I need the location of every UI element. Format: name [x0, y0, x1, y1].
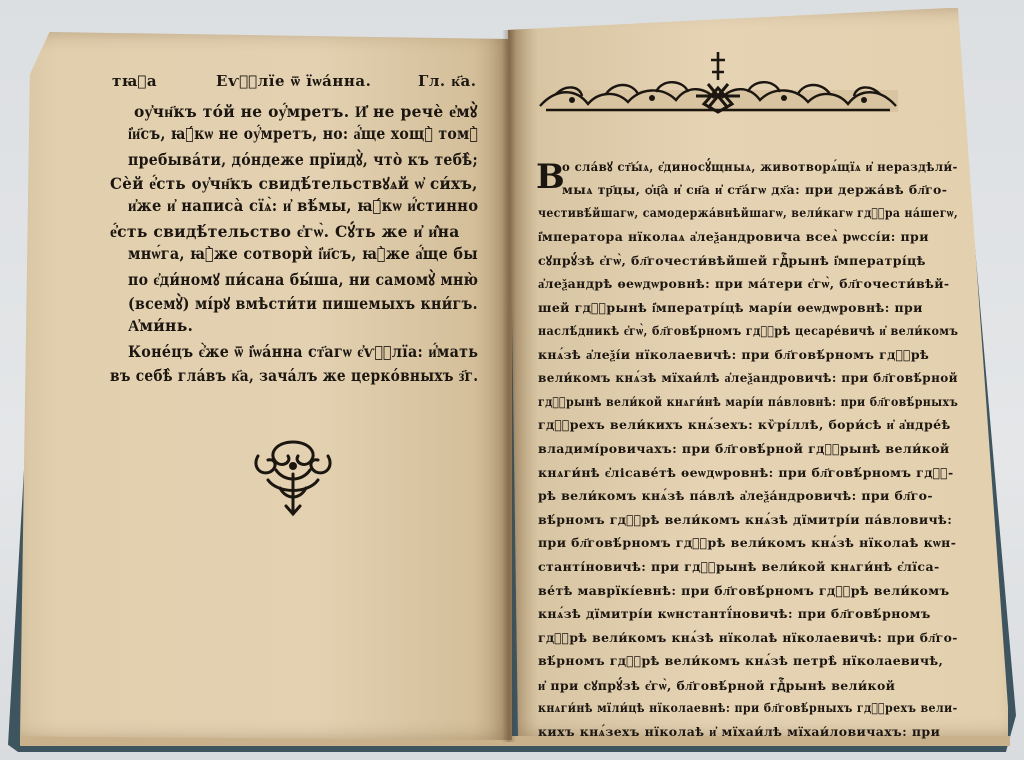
text-line: кнѧ́зѣ а҆леѯі́и нїколаевичѣ: при бл҃говѣ́рномъ гдⷭ҇рѣ [538, 346, 930, 362]
text-line: станті́новичѣ: при гдⷭ҇рынѣ вели́кой кнѧги́нѣ є҆лїса- [538, 558, 940, 574]
text-line: рѣ вели́комъ кнѧ́зѣ па́влѣ а҆леѯа́ндровичѣ: при бл҃го- [538, 488, 934, 504]
text-line: е҆́сть свидѣ́тельство є҆гѡ̀. Сꙋ́ть же и҆ и҆̑на [110, 222, 460, 241]
text-line: сꙋпрꙋ́зѣ є҆гѡ̀, бл҃гочести́вѣйшей гдⷭ҇рынѣ і҆мператрі́цѣ [538, 253, 926, 269]
text-line: вели́комъ кнѧ́зѣ мїхаи́лѣ а҆леѯандровичѣ: при бл҃говѣ́рной [538, 370, 958, 386]
tailpiece-ornament [246, 436, 340, 520]
text-line: кнѧ́зѣ дїмитрі́и кѡнстантї́новичѣ: при бл҃говѣ́рномъ [538, 606, 931, 622]
text-line: кнѧги́нѣ мїли́цѣ нїколаевнѣ: при бл҃говѣ́рныхъ гдⷭ҇рехъ вели- [538, 700, 958, 716]
text-line: А҆ми́нь. [128, 316, 194, 335]
text-line: честивѣ́йшагѡ, самодержа́внѣйшагѡ, вели́кагѡ гдⷭ҇ра на́шегѡ, [538, 205, 959, 221]
text-line: наслѣ́дникѣ є҆гѡ̀, бл҃говѣ́рномъ гдⷭ҇рѣ цесаре́вичѣ и҆ вели́комъ [538, 323, 959, 339]
text-line: а҆леѯандрѣ ѳеѡдѡровнѣ: при ма́тери є҆гѡ̀, бл҃гочести́вѣй- [538, 275, 950, 291]
text-line: шей гдⷭ҇рынѣ і҆мператрі́цѣ марі́и ѳеѡдѡровнѣ: при [538, 299, 923, 315]
text-line: по є҆ди́номꙋ пи́сана бы́ша, ни самомꙋ̀ мню̀ [128, 270, 479, 289]
text-line: и҆ при сꙋпрꙋ́зѣ є҆гѡ̀, бл҃говѣ́рной гдⷭ҇рынѣ вели́кой [538, 677, 896, 693]
text-line: гдⷭ҇рынѣ вели́кой кнѧги́нѣ марі́и па́вловнѣ: при бл҃говѣ́рныхъ [538, 393, 959, 409]
text-line: о сла́вꙋ ст҃ы́ѧ, є҆диносꙋ́щныѧ, животворѧ́щїѧ и҆ нераздѣли́- [562, 159, 958, 174]
text-line: і҆и҃съ, ꙗ҆́кѡ не оу҆́мретъ, но: а҆́ще хощꙋ̀ томꙋ̀ [128, 124, 479, 143]
text-line: гдⷭ҇рехъ вели́кихъ кнѧ́зехъ: кѷрі́ллѣ, бори́сѣ и҆ а҆ндре́ѣ [538, 417, 951, 433]
text-line: мыѧ тр҃цы, ѻ҆ц҃а̀ и҆ сн҃а и҆ ст҃а́гѡ дх҃а: при держа́вѣ бл҃го- [562, 181, 948, 197]
running-head-left: тꙗ҃а [112, 72, 158, 90]
text-line: кнѧги́нѣ є҆лісаве́тѣ ѳеѡдѡровнѣ: при бл҃говѣ́рномъ гдⷭ҇- [538, 464, 954, 480]
text-line: і҆мператора нїколаѧ а҆леѯандровича всеѧ̀ рѡссі́и: при [538, 228, 929, 244]
text-line: пребыва́ти, до́ндеже прїидꙋ̀, что̀ къ тебѣ̀; [128, 150, 478, 169]
text-line: вѣ́рномъ гдⷭ҇рѣ вели́комъ кнѧ́зѣ дїмитрі́и па́вловичѣ: [538, 511, 953, 527]
text-line: вѣ́рномъ гдⷭ҇рѣ вели́комъ кнѧ́зѣ петрѣ̀ нїколаевичѣ, [538, 653, 944, 669]
text-line: гдⷭ҇рѣ вели́комъ кнѧ́зѣ нїколаѣ нїколаевичѣ: при бл҃го- [538, 629, 958, 645]
text-line: владимі́ровичахъ: при бл҃говѣ́рной гдⷭ҇рынѣ вели́кой [538, 441, 950, 456]
colophon-line: въ себѣ̀ гла́въ к҃а, зача́лъ же церко́вныхъ з҃г. [110, 366, 479, 385]
running-head-title: Еѵⷢ҇лїе ѿ їѡа́нна. [216, 72, 372, 90]
text-line: мнѡ́га, ꙗ҆̀же сотворѝ і҆и҃съ, ꙗ҆̀же а҆́ще бы [128, 244, 478, 263]
running-head-chapter: Гл. к҃а. [418, 72, 477, 90]
book-gutter [502, 30, 516, 742]
text-line: и҆же и҆ написа̀ сїѧ̀: и҆ вѣ́мы, ꙗ҆́кѡ и҆́стинно [128, 196, 479, 215]
text-line: при бл҃говѣ́рномъ гдⷭ҇рѣ вели́комъ кнѧ́зѣ нїколаѣ кѡн- [538, 535, 957, 551]
text-line: (всемꙋ̀) мі́рꙋ вмѣсти́ти пишемыхъ кни́гъ. [128, 294, 478, 313]
text-line: ве́тѣ маврїкі́евнѣ: при бл҃говѣ́рномъ гдⷭ҇рѣ вели́комъ [538, 582, 950, 598]
text-line: оу҆чн҃къ то́й не оу҆́мретъ. И҆ не речѐ е҆мꙋ̀ [134, 102, 478, 121]
colophon-line: Коне́цъ є҆̀же ѿ і҆ѡа́нна ст҃агѡ є҆ѵⷢ҇лїа: и҆́мать [128, 342, 479, 361]
text-line: Сѐй е҆́сть оу҆чн҃къ свидѣ́тельствꙋѧй ѡ҆ си́хъ, [110, 174, 478, 193]
drop-cap: В [536, 157, 565, 197]
text-line: кихъ кнѧ́зехъ нїколаѣ и҆ мїхаи́лѣ мїхаи́ловичахъ: при [538, 724, 941, 739]
headpiece-ornament [536, 48, 900, 116]
